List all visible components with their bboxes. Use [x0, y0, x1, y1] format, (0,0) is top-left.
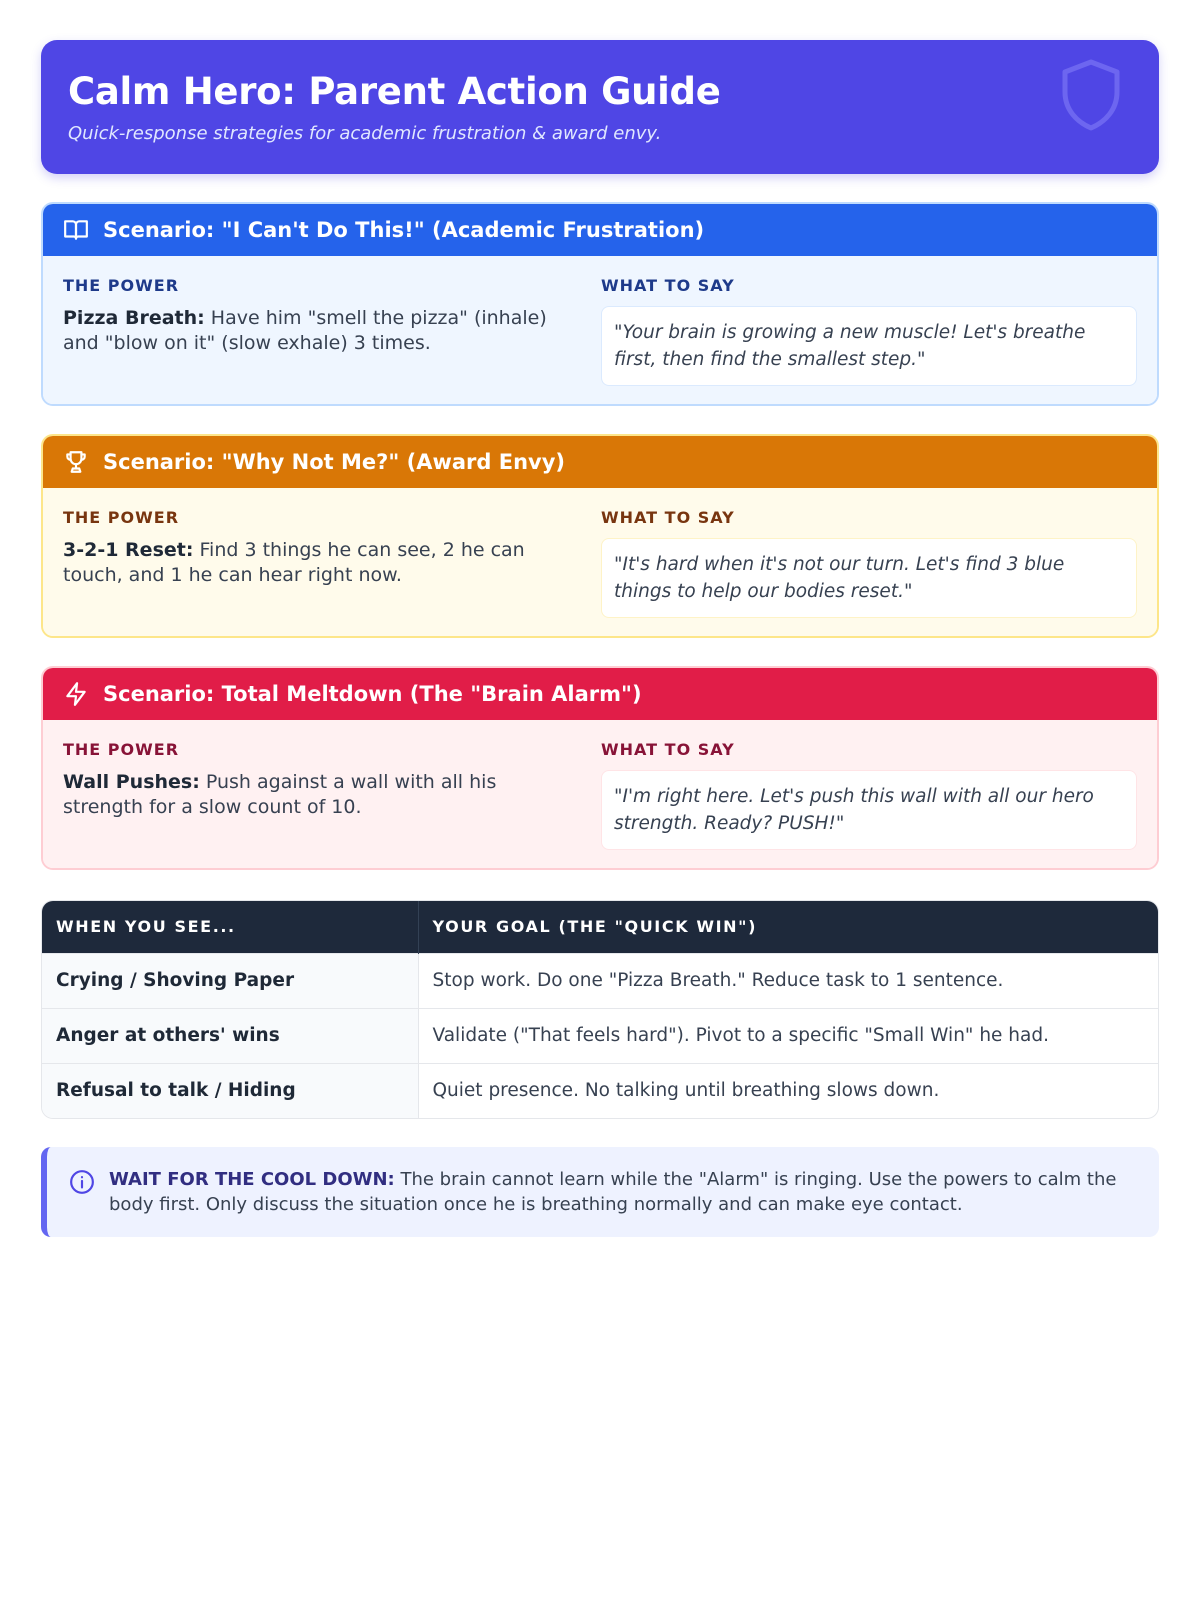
scenario-title: Scenario: Total Meltdown (The "Brain Alarm"): [103, 682, 642, 706]
scenario-title: Scenario: "Why Not Me?" (Award Envy): [103, 450, 565, 474]
power-name: 3-2-1 Reset:: [63, 539, 194, 561]
scenario-card-award-envy: [41, 434, 1159, 638]
power-name: Wall Pushes:: [63, 771, 200, 793]
scenario-title: Scenario: "I Can't Do This!" (Academic Frustration): [103, 218, 705, 242]
say-quote: "Your brain is growing a new muscle! Let's breathe first, then find the smallest step.": [601, 306, 1137, 386]
cool-down-note: [41, 1147, 1159, 1237]
table-cell-goal: Quiet presence. No talking until breathing slows down.: [418, 1063, 1158, 1118]
lightning-icon: [63, 681, 89, 707]
say-quote: "It's hard when it's not our turn. Let's find 3 blue things to help our bodies reset.": [601, 538, 1137, 618]
power-column: [63, 508, 601, 616]
scenario-card-meltdown: [41, 666, 1159, 870]
say-label: WHAT TO SAY: [601, 276, 735, 295]
power-column: [63, 276, 601, 384]
power-label: THE POWER: [63, 740, 180, 759]
say-label: WHAT TO SAY: [601, 740, 735, 759]
power-label: THE POWER: [63, 276, 180, 295]
say-label: WHAT TO SAY: [601, 508, 735, 527]
shield-icon: [1059, 58, 1123, 132]
trophy-icon: [63, 449, 89, 475]
power-text: Have him "smell the pizza" (inhale) and "blow on it" (slow exhale) 3 times.: [63, 307, 547, 354]
say-column: [601, 508, 1137, 616]
say-column: [601, 276, 1137, 384]
scenario-body: [43, 488, 1157, 636]
power-text: Find 3 things he can see, 2 he can touch, and 1 he can hear right now.: [63, 539, 525, 586]
power-description: [63, 770, 581, 820]
say-quote: "I'm right here. Let's push this wall with all our hero strength. Ready? PUSH!": [601, 770, 1137, 850]
scenario-body: [43, 256, 1157, 404]
note-body: The brain cannot learn while the "Alarm" is ringing. Use the powers to calm the body first. Only discuss the situation once he is breathing normally and can make eye contact.: [109, 1169, 1117, 1215]
page-title: Calm Hero: Parent Action Guide: [68, 70, 721, 113]
power-description: [63, 538, 581, 588]
scenario-card-academic: [41, 202, 1159, 406]
table-cell-sign: Crying / Shoving Paper: [42, 953, 418, 1008]
table-header-cell: YOUR GOAL (THE "QUICK WIN"): [418, 901, 1158, 953]
page-subtitle: Quick-response strategies for academic frustration & award envy.: [68, 123, 662, 144]
power-description: [63, 306, 581, 356]
scenario-body: [43, 720, 1157, 868]
table-header-row: [42, 901, 1158, 953]
power-column: [63, 740, 601, 848]
table-cell-sign: Refusal to talk / Hiding: [42, 1063, 418, 1118]
note-text: [109, 1167, 1135, 1217]
table-header-cell: WHEN YOU SEE...: [42, 901, 418, 953]
book-open-icon: [63, 217, 89, 243]
scenario-header: [43, 668, 1157, 720]
table-cell-goal: Validate ("That feels hard"). Pivot to a specific "Small Win" he had.: [418, 1008, 1158, 1063]
quick-win-table: [41, 900, 1159, 1119]
power-text: Push against a wall with all his strength for a slow count of 10.: [63, 771, 497, 818]
power-label: THE POWER: [63, 508, 180, 527]
table-row: [42, 1063, 1158, 1118]
note-heading: WAIT FOR THE COOL DOWN:: [109, 1169, 395, 1190]
header-banner: [41, 40, 1159, 174]
say-column: [601, 740, 1137, 848]
scenario-header: [43, 436, 1157, 488]
scenario-header: [43, 204, 1157, 256]
power-name: Pizza Breath:: [63, 307, 205, 329]
table-row: [42, 953, 1158, 1008]
table-cell-goal: Stop work. Do one "Pizza Breath." Reduce task to 1 sentence.: [418, 953, 1158, 1008]
table-cell-sign: Anger at others' wins: [42, 1008, 418, 1063]
info-icon: [69, 1169, 95, 1195]
table-row: [42, 1008, 1158, 1063]
